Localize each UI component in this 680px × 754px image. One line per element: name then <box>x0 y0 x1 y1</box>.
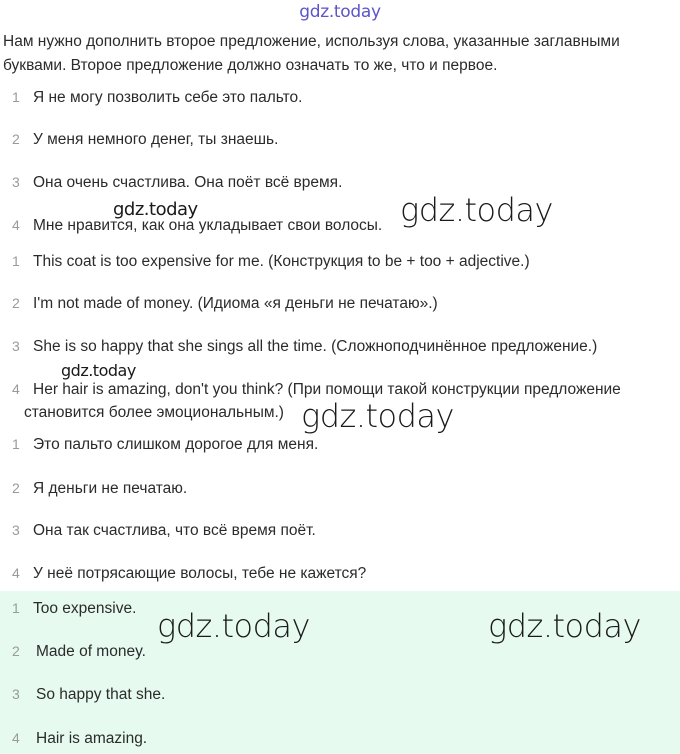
item-text: This coat is too expensive for me. (Конструкция to be + too + adjective.) <box>33 253 530 270</box>
item-number: 1 <box>12 600 20 616</box>
watermark-text: gdz.today <box>157 607 310 645</box>
item-number: 2 <box>12 131 20 147</box>
item-number: 4 <box>12 381 20 397</box>
item-text: Я деньги не печатаю. <box>33 480 188 497</box>
item-text: Hair is amazing. <box>36 730 148 747</box>
item-number: 2 <box>12 295 20 311</box>
item-number: 4 <box>12 217 20 233</box>
watermark-text: gdz.today <box>61 361 136 380</box>
item-text: I'm not made of money. (Идиома «я деньги не печатаю».) <box>33 295 438 312</box>
item-number: 1 <box>12 253 20 269</box>
watermark-text: gdz.today <box>488 607 641 645</box>
item-number: 2 <box>12 643 20 659</box>
item-text: Она так счастлива, что всё время поёт. <box>33 522 316 539</box>
item-text: Her hair is amazing, don't you think? (При помощи такой конструкции предложение становится более эмоциональным.) <box>24 381 621 421</box>
watermark-text: gdz.today <box>400 191 553 229</box>
header-watermark: gdz.today <box>299 2 381 22</box>
task-instructions: Нам нужно дополнить второе предложение, используя слова, указанные заглавными буквами. Второе предложение должно означать то же, что и первое. <box>3 33 620 74</box>
item-text: She is so happy that she sings all the time. (Сложноподчинённое предложение.) <box>33 338 598 355</box>
item-text: Я не могу позволить себе это пальто. <box>33 89 303 106</box>
item-number: 3 <box>12 522 20 538</box>
watermark-text: gdz.today <box>301 397 454 435</box>
item-number: 3 <box>12 174 20 190</box>
item-text: Made of money. <box>36 643 146 660</box>
item-number: 1 <box>12 436 20 452</box>
watermark-text: gdz.today <box>113 199 198 220</box>
item-text: Это пальто слишком дорогое для меня. <box>33 436 319 453</box>
item-number: 3 <box>12 686 20 702</box>
item-text: У неё потрясающие волосы, тебе не кажется? <box>33 565 367 582</box>
item-number: 2 <box>12 480 20 496</box>
item-text: So happy that she. <box>36 686 166 703</box>
item-text: Мне нравится, как она укладывает свои волосы. <box>33 217 383 234</box>
item-number: 1 <box>12 89 20 105</box>
item-text: У меня немного денег, ты знаешь. <box>33 131 279 148</box>
item-number: 4 <box>12 730 20 746</box>
item-text: Она очень счастлива. Она поёт всё время. <box>33 174 343 191</box>
item-number: 4 <box>12 565 20 581</box>
item-text: Too expensive. <box>33 600 137 617</box>
item-number: 3 <box>12 338 20 354</box>
